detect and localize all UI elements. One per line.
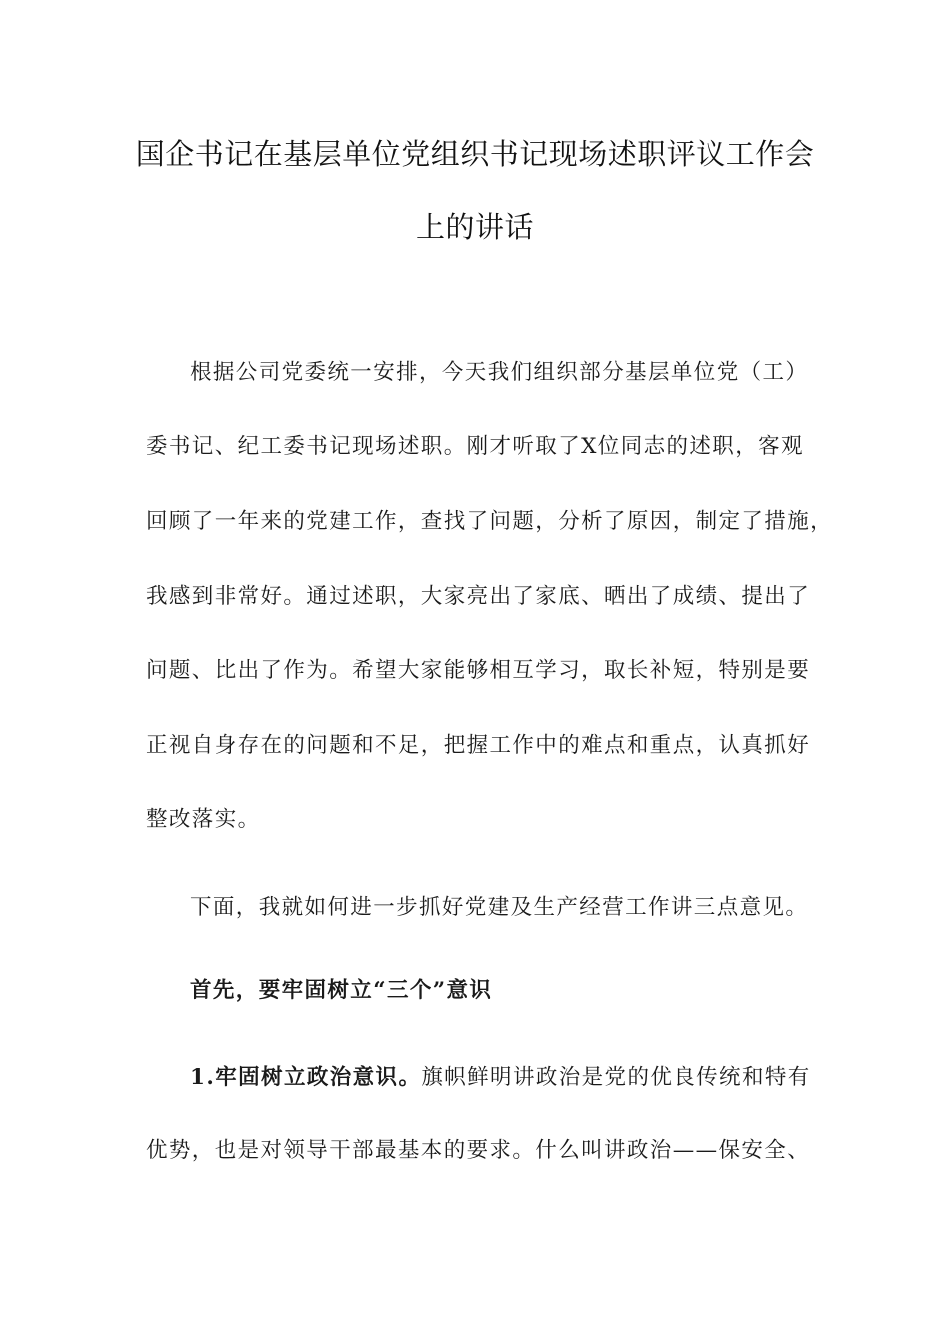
paragraph-line: 回顾了一年来的党建工作，查找了问题，分析了原因，制定了措施， bbox=[146, 509, 834, 534]
paragraph-line: 整改落实。 bbox=[146, 807, 261, 832]
paragraph-line: 正视自身存在的问题和不足，把握工作中的难点和重点，认真抓好 bbox=[146, 733, 811, 758]
paragraph-line: 我感到非常好。通过述职，大家亮出了家底、晒出了成绩、提出了 bbox=[146, 584, 811, 609]
subsection-text: 旗帜鲜明讲政治是党的优良传统和特有 bbox=[421, 1065, 811, 1090]
document-title-line-2: 上的讲话 bbox=[415, 210, 534, 244]
paragraph-transition: 下面，我就如何进一步抓好党建及生产经营工作讲三点意见。 bbox=[190, 895, 809, 920]
document-title-line-1: 国企书记在基层单位党组织书记现场述职评议工作会 bbox=[135, 137, 815, 171]
paragraph-line: 优势，也是对领导干部最基本的要求。什么叫讲政治——保安全、 bbox=[146, 1138, 811, 1163]
section-heading: 首先，要牢固树立“三个”意识 bbox=[190, 978, 493, 1003]
paragraph-line: 委书记、纪工委书记现场述职。刚才听取了X位同志的述职，客观 bbox=[146, 434, 804, 459]
paragraph-line bbox=[190, 1063, 811, 1093]
paragraph-line: 根据公司党委统一安排，今天我们组织部分基层单位党（工） bbox=[190, 360, 809, 385]
subsection-lead: 1.牢固树立政治意识。 bbox=[190, 1065, 422, 1090]
paragraph-line: 问题、比出了作为。希望大家能够相互学习，取长补短，特别是要 bbox=[146, 658, 811, 683]
